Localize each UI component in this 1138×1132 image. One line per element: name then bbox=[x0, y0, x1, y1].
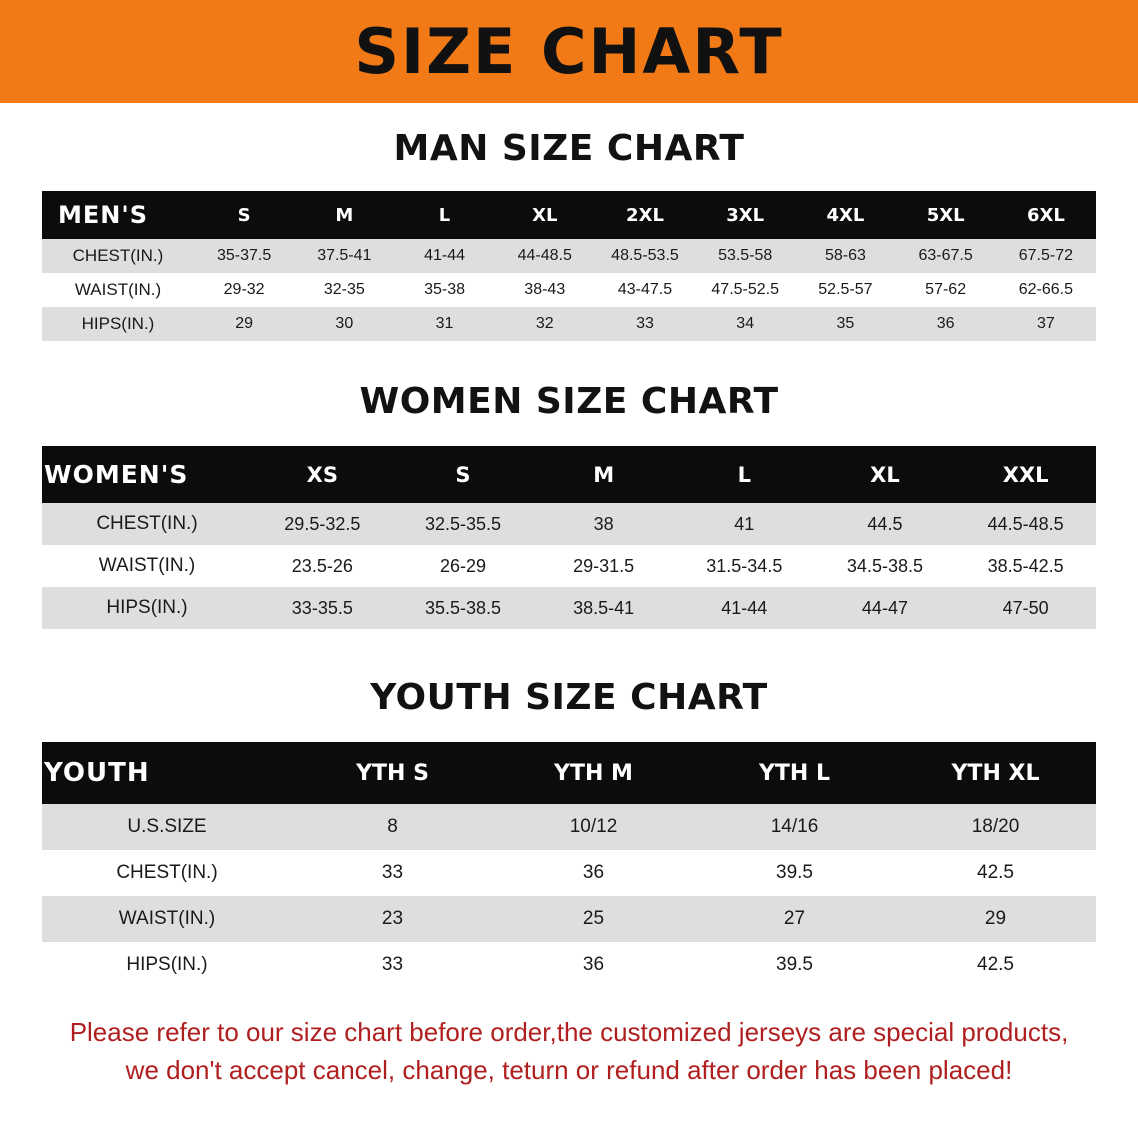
table-header-cell: YOUTH bbox=[42, 742, 292, 804]
table-cell: 33-35.5 bbox=[252, 587, 393, 629]
table-cell: 38 bbox=[533, 503, 674, 545]
table-cell: 25 bbox=[493, 896, 694, 942]
table-cell: 29 bbox=[895, 896, 1096, 942]
table-cell: 32 bbox=[495, 307, 595, 341]
table-cell: 29-31.5 bbox=[533, 545, 674, 587]
table-cell: 33 bbox=[595, 307, 695, 341]
table-cell: 10/12 bbox=[493, 804, 694, 850]
table-header-cell: 4XL bbox=[795, 191, 895, 239]
table-cell: 14/16 bbox=[694, 804, 895, 850]
table-header-cell: MEN'S bbox=[42, 191, 194, 239]
table-cell: 30 bbox=[294, 307, 394, 341]
table-cell: 57-62 bbox=[896, 273, 996, 307]
table-cell: 42.5 bbox=[895, 942, 1096, 988]
table-header-cell: YTH L bbox=[694, 742, 895, 804]
youth-table-wrapper bbox=[0, 742, 1138, 988]
table-cell: 29-32 bbox=[194, 273, 294, 307]
table-cell: 37 bbox=[996, 307, 1096, 341]
table-cell: 63-67.5 bbox=[896, 239, 996, 273]
table-cell: 33 bbox=[292, 942, 493, 988]
table-header-cell: YTH XL bbox=[895, 742, 1096, 804]
table-row bbox=[42, 307, 1096, 341]
table-cell: 23 bbox=[292, 896, 493, 942]
table-cell: 44-48.5 bbox=[495, 239, 595, 273]
row-label: HIPS(IN.) bbox=[42, 587, 252, 629]
table-cell: 43-47.5 bbox=[595, 273, 695, 307]
disclaimer-line-1: Please refer to our size chart before order,the customized jerseys are special products, bbox=[69, 1017, 1069, 1047]
table-cell: 41-44 bbox=[674, 587, 815, 629]
table-cell: 67.5-72 bbox=[996, 239, 1096, 273]
table-cell: 53.5-58 bbox=[695, 239, 795, 273]
youth-size-table bbox=[42, 742, 1096, 988]
table-cell: 42.5 bbox=[895, 850, 1096, 896]
table-cell: 58-63 bbox=[795, 239, 895, 273]
row-label: HIPS(IN.) bbox=[42, 942, 292, 988]
table-cell: 38.5-41 bbox=[533, 587, 674, 629]
table-cell: 27 bbox=[694, 896, 895, 942]
table-header-cell: L bbox=[394, 191, 494, 239]
table-cell: 44.5-48.5 bbox=[955, 503, 1096, 545]
table-header-cell: YTH M bbox=[493, 742, 694, 804]
row-label: CHEST(IN.) bbox=[42, 239, 194, 273]
banner bbox=[0, 0, 1138, 103]
table-cell: 34.5-38.5 bbox=[815, 545, 956, 587]
table-header-cell: XS bbox=[252, 446, 393, 503]
table-cell: 41 bbox=[674, 503, 815, 545]
table-header-row bbox=[42, 742, 1096, 804]
table-cell: 37.5-41 bbox=[294, 239, 394, 273]
table-row bbox=[42, 804, 1096, 850]
row-label: CHEST(IN.) bbox=[42, 503, 252, 545]
man-table-wrapper bbox=[0, 191, 1138, 341]
table-cell: 62-66.5 bbox=[996, 273, 1096, 307]
table-header-row bbox=[42, 446, 1096, 503]
table-header-row bbox=[42, 191, 1096, 239]
table-cell: 23.5-26 bbox=[252, 545, 393, 587]
table-header-cell: 3XL bbox=[695, 191, 795, 239]
table-row bbox=[42, 587, 1096, 629]
table-header-cell: M bbox=[294, 191, 394, 239]
table-cell: 47.5-52.5 bbox=[695, 273, 795, 307]
table-header-cell: L bbox=[674, 446, 815, 503]
table-cell: 35-37.5 bbox=[194, 239, 294, 273]
table-cell: 41-44 bbox=[394, 239, 494, 273]
table-cell: 48.5-53.5 bbox=[595, 239, 695, 273]
table-row bbox=[42, 850, 1096, 896]
youth-section-title: YOUTH SIZE CHART bbox=[370, 677, 768, 718]
table-header-cell: S bbox=[194, 191, 294, 239]
page-title: SIZE CHART bbox=[354, 14, 784, 88]
women-section-title: WOMEN SIZE CHART bbox=[359, 381, 779, 422]
table-row bbox=[42, 239, 1096, 273]
man-size-table bbox=[42, 191, 1096, 341]
disclaimer-line-2: we don't accept cancel, change, teturn or refund after order has been placed! bbox=[125, 1054, 1013, 1085]
table-header-cell: YTH S bbox=[292, 742, 493, 804]
row-label: U.S.SIZE bbox=[42, 804, 292, 850]
table-cell: 35.5-38.5 bbox=[393, 587, 534, 629]
women-table-wrapper bbox=[0, 446, 1138, 629]
table-header-cell: 6XL bbox=[996, 191, 1096, 239]
table-cell: 44.5 bbox=[815, 503, 956, 545]
table-header-cell: S bbox=[393, 446, 534, 503]
table-cell: 32-35 bbox=[294, 273, 394, 307]
table-cell: 47-50 bbox=[955, 587, 1096, 629]
table-row bbox=[42, 942, 1096, 988]
women-size-table bbox=[42, 446, 1096, 629]
table-row bbox=[42, 545, 1096, 587]
table-cell: 31 bbox=[394, 307, 494, 341]
table-cell: 39.5 bbox=[694, 942, 895, 988]
table-cell: 44-47 bbox=[815, 587, 956, 629]
table-cell: 18/20 bbox=[895, 804, 1096, 850]
table-cell: 36 bbox=[493, 942, 694, 988]
table-header-cell: M bbox=[533, 446, 674, 503]
table-cell: 29 bbox=[194, 307, 294, 341]
row-label: HIPS(IN.) bbox=[42, 307, 194, 341]
table-cell: 34 bbox=[695, 307, 795, 341]
table-cell: 35 bbox=[795, 307, 895, 341]
row-label: CHEST(IN.) bbox=[42, 850, 292, 896]
table-row bbox=[42, 273, 1096, 307]
table-cell: 38-43 bbox=[495, 273, 595, 307]
table-cell: 39.5 bbox=[694, 850, 895, 896]
table-cell: 36 bbox=[896, 307, 996, 341]
table-cell: 35-38 bbox=[394, 273, 494, 307]
table-cell: 52.5-57 bbox=[795, 273, 895, 307]
table-header-cell: XL bbox=[815, 446, 956, 503]
table-cell: 26-29 bbox=[393, 545, 534, 587]
table-cell: 33 bbox=[292, 850, 493, 896]
table-header-cell: 5XL bbox=[896, 191, 996, 239]
row-label: WAIST(IN.) bbox=[42, 896, 292, 942]
table-cell: 29.5-32.5 bbox=[252, 503, 393, 545]
table-cell: 8 bbox=[292, 804, 493, 850]
table-cell: 36 bbox=[493, 850, 694, 896]
table-row bbox=[42, 503, 1096, 545]
table-header-cell: XL bbox=[495, 191, 595, 239]
table-cell: 32.5-35.5 bbox=[393, 503, 534, 545]
man-section-title: MAN SIZE CHART bbox=[393, 128, 745, 169]
row-label: WAIST(IN.) bbox=[42, 545, 252, 587]
row-label: WAIST(IN.) bbox=[42, 273, 194, 307]
table-row bbox=[42, 896, 1096, 942]
table-header-cell: WOMEN'S bbox=[42, 446, 252, 503]
table-cell: 38.5-42.5 bbox=[955, 545, 1096, 587]
disclaimer-note bbox=[38, 1014, 1100, 1089]
table-header-cell: 2XL bbox=[595, 191, 695, 239]
table-cell: 31.5-34.5 bbox=[674, 545, 815, 587]
table-header-cell: XXL bbox=[955, 446, 1096, 503]
